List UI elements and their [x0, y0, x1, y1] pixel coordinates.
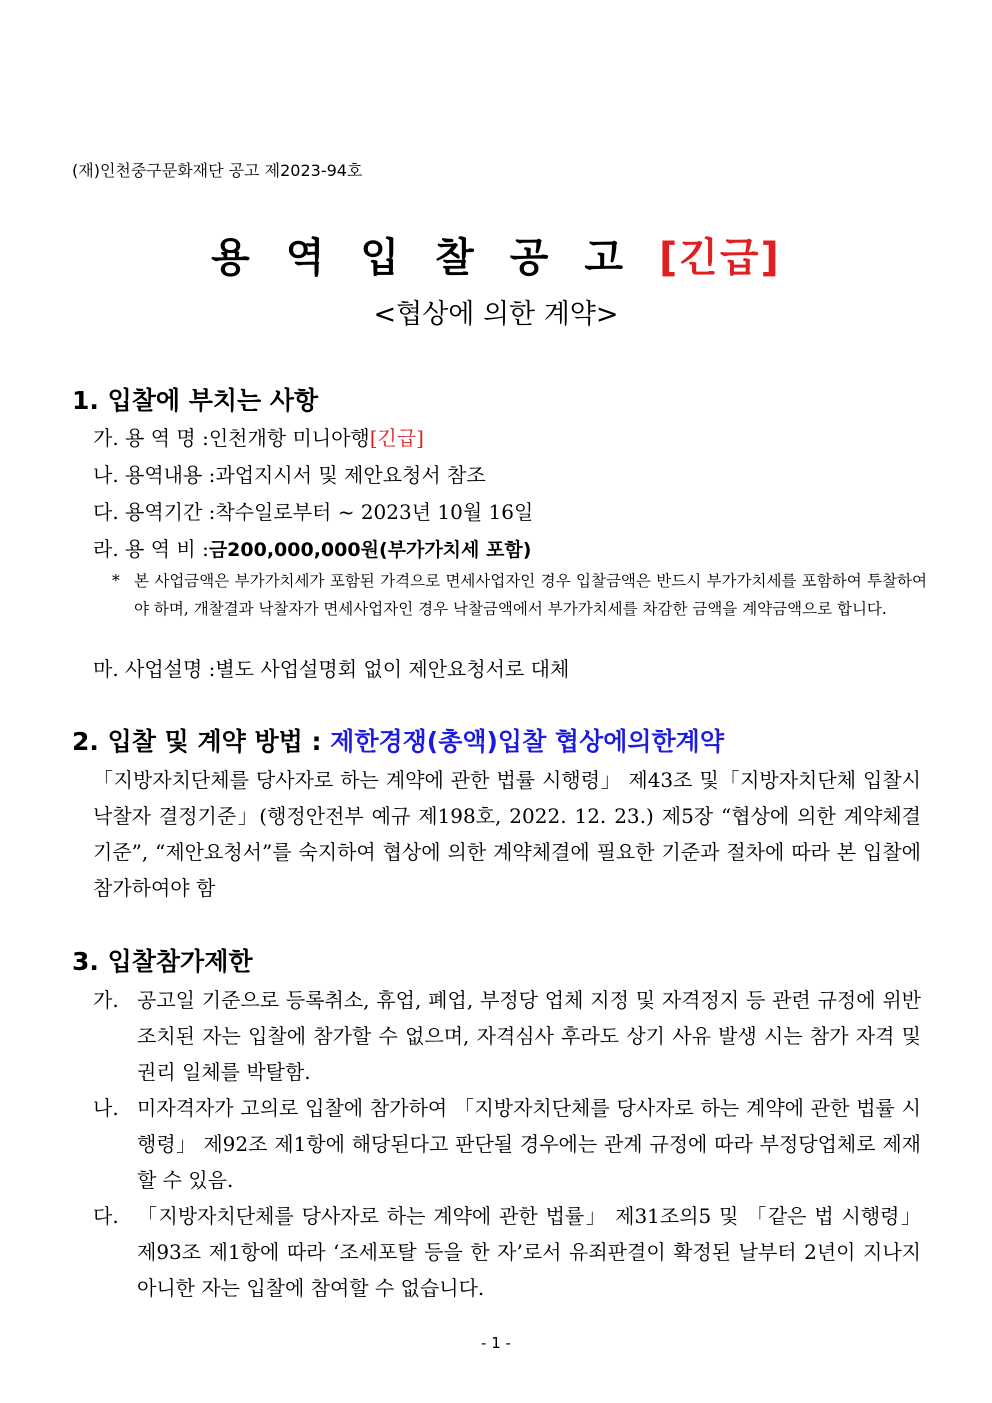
service-content-value: 과업지시서 및 제안요청서 참조 — [215, 463, 486, 487]
item-marker: 가. — [93, 988, 119, 1012]
section2-body: 「지방자치단체를 당사자로 하는 계약에 관한 법률 시행령」 제43조 및「지방자치단체 입찰시 낙찰자 결정기준」(행정안전부 예규 제198호, 2022. 12. 23.) 제5장 “협상에 의한 계약체결 기준”, “제안요청서”를 숙지하여 협상에 의한 계약체결에 필요한 기준과 절차에 따라 본 입찰에 참가하여야 함 — [93, 768, 921, 900]
service-period-value: 착수일로부터 ~ 2023년 10월 16일 — [215, 500, 534, 524]
item-marker: 나. — [93, 1096, 119, 1120]
row-label: 라. 용 역 비 : — [93, 537, 209, 561]
vat-note — [112, 567, 927, 623]
title-main: 용역입찰공고 — [211, 235, 659, 281]
item-marker: 다. — [93, 1204, 119, 1228]
urgent-tag: [긴급] — [369, 426, 424, 450]
row-service-content — [93, 460, 486, 490]
page-number: - 1 - — [481, 1334, 511, 1352]
section1-heading: 1. 입찰에 부치는 사항 — [72, 386, 319, 415]
restriction-item — [93, 982, 921, 1090]
row-label: 가. 용 역 명 : — [93, 426, 209, 450]
service-cost-value: 금200,000,000원(부가가치세 포함) — [208, 539, 532, 561]
document-subtitle: <협상에 의한 계약> — [373, 299, 619, 330]
notice-number: (재)인천중구문화재단 공고 제2023-94호 — [72, 161, 363, 180]
service-name-value: 인천개항 미니아행 — [208, 426, 370, 450]
section2-heading-label: 2. 입찰 및 계약 방법 : — [72, 727, 331, 756]
item-text: 공고일 기준으로 등록취소, 휴업, 폐업, 부정당 업체 지정 및 자격정지 등 관련 규정에 위반 조치된 자는 입찰에 참가할 수 없으며, 자격심사 후라도 상기 사유 발생 시는 참가 자격 및 권리 일체를 박탈함. — [137, 988, 921, 1084]
title-urgent-tag: [긴급] — [659, 235, 781, 281]
row-label: 다. 용역기간 : — [93, 500, 216, 524]
row-label: 마. 사업설명 : — [93, 657, 216, 681]
document-title — [0, 232, 992, 284]
restriction-item — [93, 1090, 921, 1198]
note-text: 본 사업금액은 부가가치세가 포함된 가격으로 면세사업자인 경우 입찰금액은 반드시 부가가치세를 포함하여 투찰하여야 하며, 개찰결과 낙찰자가 면세사업자인 경우 낙찰금액에서 부가가치세를 차감한 금액을 계약금액으로 합니다. — [134, 572, 927, 618]
row-service-cost — [93, 534, 531, 565]
section2-heading — [72, 724, 724, 760]
item-text: 미자격자가 고의로 입찰에 참가하여 「지방자치단체를 당사자로 하는 계약에 관한 법률 시행령」 제92조 제1항에 해당된다고 판단될 경우에는 관계 규정에 따라 부정당업체로 제재할 수 있음. — [137, 1096, 921, 1192]
item-text: 「지방자치단체를 당사자로 하는 계약에 관한 법률」 제31조의5 및 「같은 법 시행령」 제93조 제1항에 따라 ‘조세포탈 등을 한 자’로서 유죄판결이 확정된 날부터 2년이 지나지 아니한 자는 입찰에 참여할 수 없습니다. — [137, 1204, 921, 1300]
note-mark: * — [112, 572, 120, 590]
row-service-period — [93, 497, 533, 527]
row-label: 나. 용역내용 : — [93, 463, 216, 487]
row-briefing — [93, 654, 569, 684]
row-service-name — [93, 423, 424, 453]
briefing-value: 별도 사업설명회 없이 제안요청서로 대체 — [215, 657, 570, 681]
contract-method: 제한경쟁(총액)입찰 협상에의한계약 — [330, 727, 724, 756]
restriction-item — [93, 1198, 921, 1306]
section3-heading: 3. 입찰참가제한 — [72, 947, 253, 976]
